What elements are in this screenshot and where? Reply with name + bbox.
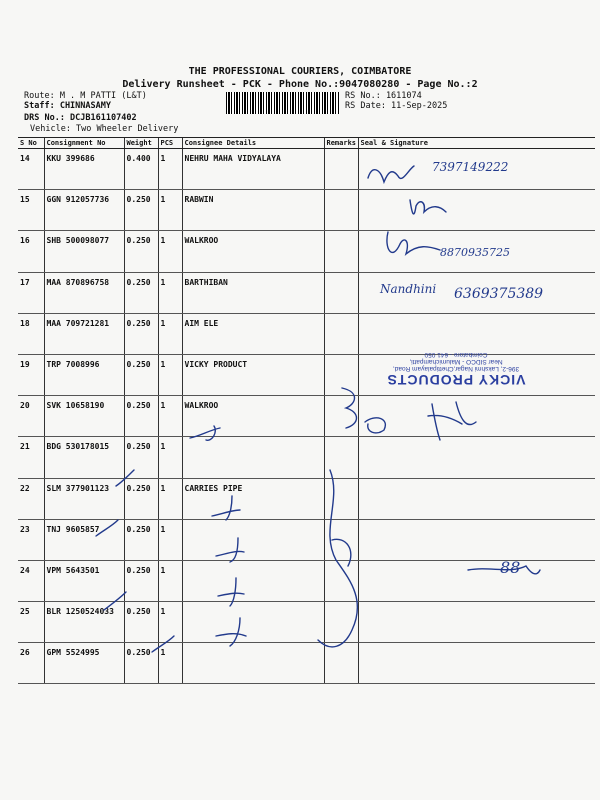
row-sno: 21	[18, 437, 44, 478]
stamp-name: VICKY PRODUCTS	[386, 372, 526, 388]
drs-number: DRS No.: DCJB161107402	[24, 113, 137, 123]
row-consignee: CARRIES PIPE	[182, 478, 324, 519]
row-consignment-no: MAA 709721281	[44, 313, 124, 354]
row-sno: 15	[18, 190, 44, 231]
row-consignment-no: TNJ 9605857	[44, 519, 124, 560]
row-weight: 0.250	[124, 478, 158, 519]
row-weight: 0.250	[124, 354, 158, 395]
row-pcs: 1	[158, 437, 182, 478]
vicky-products-stamp	[368, 320, 544, 388]
row-consignee: WALKROO	[182, 396, 324, 437]
table-row	[18, 519, 595, 560]
row-remarks	[324, 396, 358, 437]
rs-date: RS Date: 11-Sep-2025	[345, 101, 448, 111]
row-signature	[358, 396, 595, 437]
row-consignee	[182, 519, 324, 560]
handwritten-name-row17: Nandhini	[380, 282, 437, 296]
row-consignment-no: KKU 399686	[44, 149, 124, 190]
row-remarks	[324, 560, 358, 601]
row-weight: 0.250	[124, 190, 158, 231]
row-pcs: 1	[158, 643, 182, 684]
col-pcs: PCS	[158, 138, 182, 149]
vehicle-label: Vehicle: Two Wheeler Delivery	[30, 124, 179, 134]
row-signature	[358, 519, 595, 560]
row-remarks	[324, 313, 358, 354]
row-consignee	[182, 560, 324, 601]
row-consignment-no: GGN 912057736	[44, 190, 124, 231]
handwritten-phone-row17: 6369375389	[454, 286, 544, 302]
row-consignment-no: SVK 10658190	[44, 396, 124, 437]
row-weight: 0.250	[124, 272, 158, 313]
row-consignment-no: GPM 5524995	[44, 643, 124, 684]
company-title: THE PROFESSIONAL COURIERS, COIMBATORE	[188, 66, 412, 77]
row-signature	[358, 643, 595, 684]
row-sno: 16	[18, 231, 44, 272]
row-consignee: WALKROO	[182, 231, 324, 272]
row-pcs: 1	[158, 478, 182, 519]
row-signature	[358, 478, 595, 519]
handwritten-phone-row16: 8870935725	[440, 246, 510, 259]
rs-number: RS No.: 1611074	[345, 91, 422, 101]
row-signature	[358, 560, 595, 601]
row-consignment-no: SHB 500098077	[44, 231, 124, 272]
row-weight: 0.250	[124, 313, 158, 354]
row-consignee: BARTHIBAN	[182, 272, 324, 313]
row-sno: 26	[18, 643, 44, 684]
row-weight: 0.250	[124, 396, 158, 437]
row-remarks	[324, 602, 358, 643]
row-sno: 23	[18, 519, 44, 560]
col-consignee: Consignee Details	[182, 138, 324, 149]
row-sno: 18	[18, 313, 44, 354]
row-pcs: 1	[158, 396, 182, 437]
stamp-address-line3: Coimbatore - 641 050	[424, 351, 488, 358]
row-weight: 0.250	[124, 519, 158, 560]
runsheet-subtitle: Delivery Runsheet - PCK - Phone No.:9047080280 - Page No.:2	[122, 79, 478, 90]
handwritten-phone-row14: 7397149222	[432, 160, 509, 174]
row-pcs: 1	[158, 272, 182, 313]
row-weight: 0.250	[124, 437, 158, 478]
staff-label: Staff: CHINNASAMY	[24, 101, 111, 111]
table-row	[18, 396, 595, 437]
row-pcs: 1	[158, 190, 182, 231]
row-signature	[358, 190, 595, 231]
row-remarks	[324, 272, 358, 313]
row-remarks	[324, 149, 358, 190]
row-pcs: 1	[158, 354, 182, 395]
row-consignment-no: TRP 7008996	[44, 354, 124, 395]
row-sno: 24	[18, 560, 44, 601]
stamp-address-line2: Near SIDCO - Malumichampatti,	[409, 358, 503, 365]
runsheet-table	[18, 137, 595, 684]
handwritten-mark-row24: 88	[500, 558, 521, 577]
row-consignee	[182, 602, 324, 643]
row-weight: 0.250	[124, 560, 158, 601]
stamp-address-line1: 396-2, Lakshmi Nagar,Chettipalayam Road,	[392, 365, 520, 372]
row-sno: 14	[18, 149, 44, 190]
row-pcs: 1	[158, 519, 182, 560]
table-row	[18, 478, 595, 519]
col-consignment: Consignment No	[44, 138, 124, 149]
row-pcs: 1	[158, 149, 182, 190]
row-consignment-no: VPM 5643501	[44, 560, 124, 601]
row-consignment-no: MAA 870896758	[44, 272, 124, 313]
row-consignment-no: BLR 1250524033	[44, 602, 124, 643]
col-weight: Weight	[124, 138, 158, 149]
row-weight: 0.250	[124, 643, 158, 684]
table-row	[18, 437, 595, 478]
row-remarks	[324, 643, 358, 684]
route-label: Route: M . M PATTI (L&T)	[24, 91, 147, 101]
row-weight: 0.400	[124, 149, 158, 190]
row-pcs: 1	[158, 602, 182, 643]
row-consignee: NEHRU MAHA VIDYALAYA	[182, 149, 324, 190]
row-consignee: VICKY PRODUCT	[182, 354, 324, 395]
row-remarks	[324, 437, 358, 478]
col-signature: Seal & Signature	[358, 138, 595, 149]
row-weight: 0.250	[124, 602, 158, 643]
row-sno: 25	[18, 602, 44, 643]
row-remarks	[324, 519, 358, 560]
row-sno: 17	[18, 272, 44, 313]
row-consignee	[182, 437, 324, 478]
row-consignee: RABWIN	[182, 190, 324, 231]
table-header-row	[18, 138, 595, 149]
col-sno: S No	[18, 138, 44, 149]
row-consignee	[182, 643, 324, 684]
barcode-icon	[226, 92, 340, 114]
row-remarks	[324, 478, 358, 519]
row-signature	[358, 437, 595, 478]
row-remarks	[324, 354, 358, 395]
row-consignment-no: BDG 530178015	[44, 437, 124, 478]
row-remarks	[324, 231, 358, 272]
row-sno: 22	[18, 478, 44, 519]
table-row	[18, 602, 595, 643]
col-remarks: Remarks	[324, 138, 358, 149]
row-consignee: AIM ELE	[182, 313, 324, 354]
row-remarks	[324, 190, 358, 231]
table-row	[18, 190, 595, 231]
row-pcs: 1	[158, 231, 182, 272]
row-sno: 19	[18, 354, 44, 395]
row-signature	[358, 602, 595, 643]
row-pcs: 1	[158, 560, 182, 601]
table-row	[18, 643, 595, 684]
row-consignment-no: SLM 377901123	[44, 478, 124, 519]
row-weight: 0.250	[124, 231, 158, 272]
table-row	[18, 149, 595, 190]
row-sno: 20	[18, 396, 44, 437]
row-pcs: 1	[158, 313, 182, 354]
